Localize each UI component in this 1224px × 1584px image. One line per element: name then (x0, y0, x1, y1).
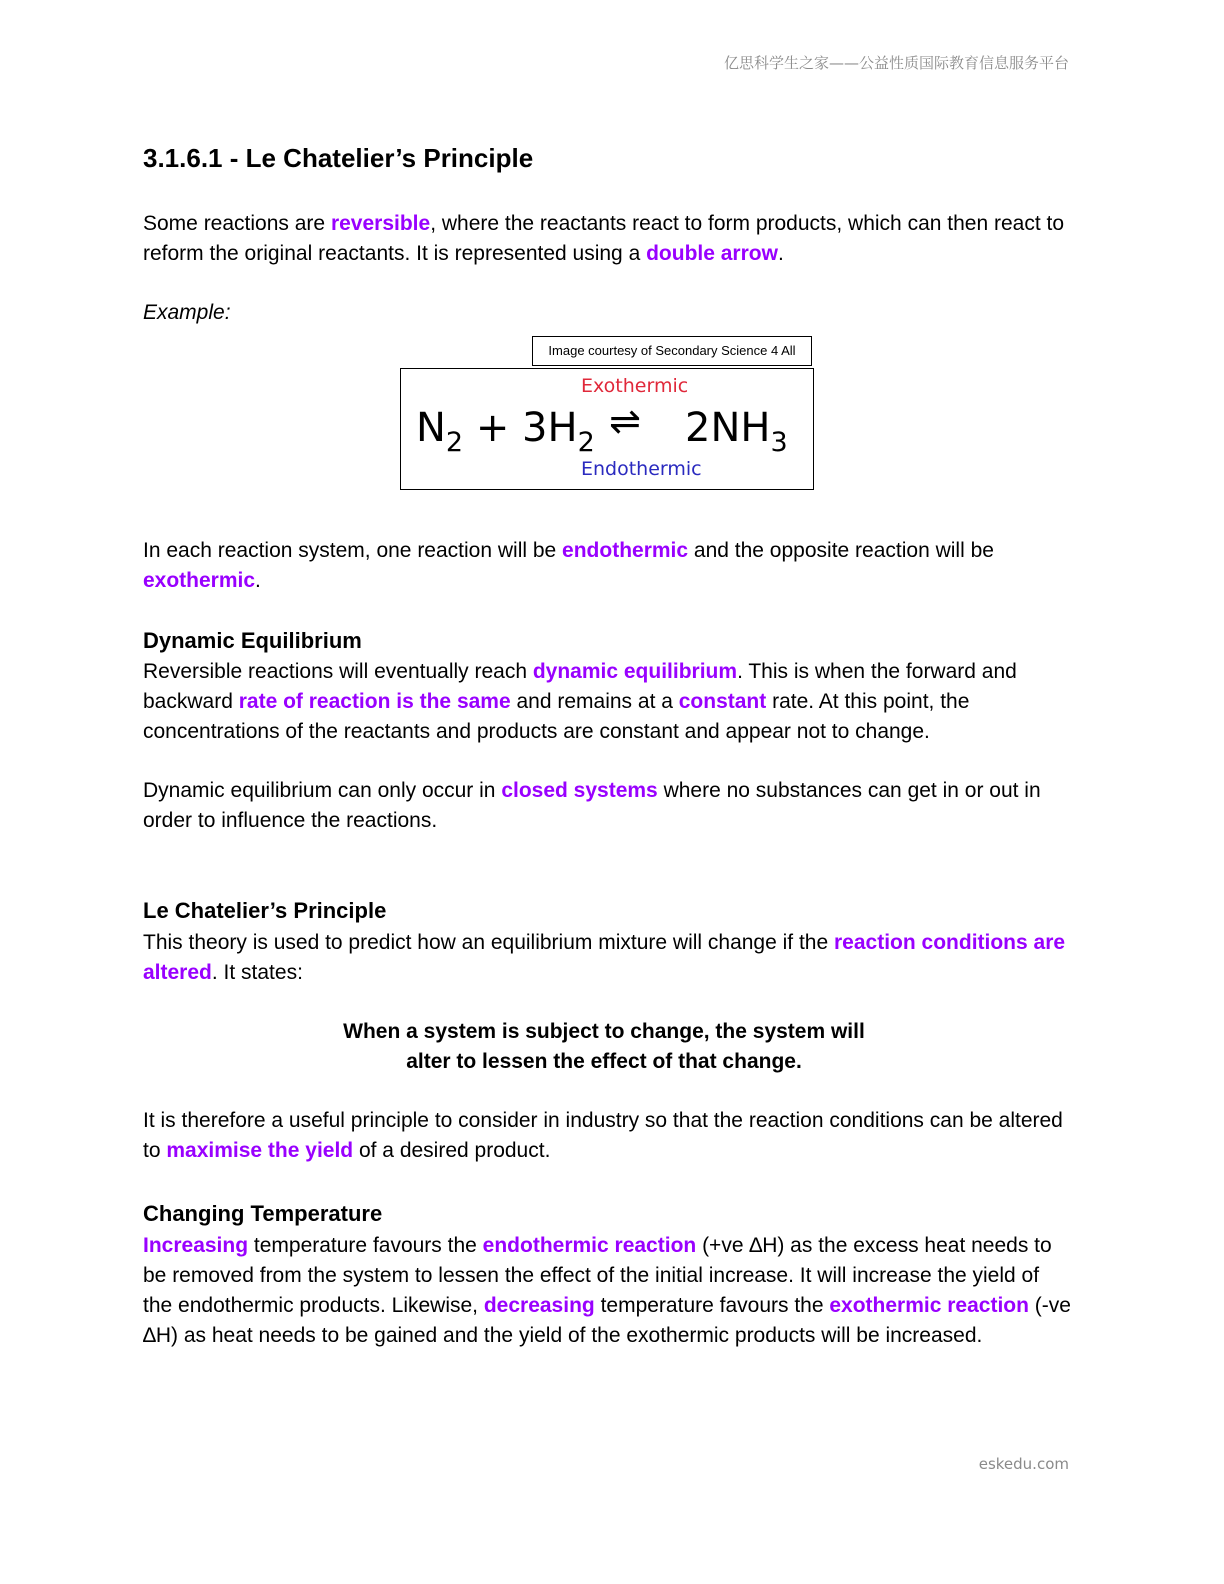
intro-text: , where the reactants react to form products, which can then react to reform the original reactants. It is represented using a (143, 212, 1065, 265)
highlight-maximise-yield: maximise the yield (166, 1139, 354, 1162)
dynamic-equilibrium-heading: Dynamic Equilibrium (143, 628, 362, 653)
equilibrium-arrow-icon: ⇌ (609, 399, 641, 443)
highlight-closed-systems: closed systems (501, 779, 658, 802)
highlight-endothermic-reaction: endothermic reaction (482, 1234, 697, 1257)
equation-reactants: $N_2 + 3H_2$ (416, 405, 595, 458)
dynamic-paragraph-1: Reversible reactions will eventually reach dynamic equilibrium. This is when the forward and backward rate of reaction is the same and remains at a constant rate. At this point, the concentrations of the reactants and products are constant and appear not to change. (143, 660, 1017, 743)
highlight-exothermic-reaction: exothermic reaction (829, 1294, 1029, 1317)
image-credit: Image courtesy of Secondary Science 4 All (532, 336, 812, 366)
dynamic-paragraph-2: Dynamic equilibrium can only occur in closed systems where no substances can get in or out in order to influence the reactions. (143, 779, 1041, 832)
endothermic-label: Endothermic (581, 458, 702, 480)
exothermic-label: Exothermic (581, 375, 689, 397)
industry-paragraph: It is therefore a useful principle to consider in industry so that the reaction conditions can be altered to maximise the yield of a desired product. (143, 1109, 1063, 1162)
principle-statement: When a system is subject to change, the system will alter to lessen the effect of that change. (343, 1020, 865, 1073)
highlight-increasing: Increasing (143, 1234, 249, 1257)
highlight-dynamic-equilibrium: dynamic equilibrium (532, 660, 738, 683)
equation-figure (400, 368, 814, 490)
intro-text: . (777, 242, 784, 265)
highlight-constant: constant (678, 690, 767, 713)
example-label: Example: (143, 301, 231, 324)
intro-paragraph (143, 209, 1073, 269)
highlight-reaction-conditions: reaction conditions are altered (143, 931, 1066, 984)
highlight-decreasing: decreasing (483, 1294, 595, 1317)
le-chatelier-heading: Le Chatelier’s Principle (143, 898, 387, 923)
page-title: 3.1.6.1 - Le Chatelier’s Principle (143, 143, 534, 173)
temperature-paragraph: Increasing temperature favours the endothermic reaction (+ve ∆H) as the excess heat needs to be removed from the system to lessen the effect of the initial increase. It will increase the yield of the endothermic products. Likewise, decreasing temperature favours the exothermic reaction (-ve ∆H) as heat needs to be gained and the yield of the exothermic products will be increased. (143, 1234, 1071, 1347)
highlight-endothermic: endothermic (562, 539, 689, 562)
highlight-double-arrow: double arrow (646, 242, 778, 265)
page-footer: eskedu.com (978, 1455, 1069, 1473)
intro-text: Some reactions are (143, 212, 331, 235)
le-chatelier-paragraph: This theory is used to predict how an equilibrium mixture will change if the reaction conditions are altered. It states: (143, 931, 1066, 984)
highlight-reversible: reversible (330, 212, 431, 235)
system-paragraph: In each reaction system, one reaction will be endothermic and the opposite reaction will be exothermic. (143, 539, 994, 592)
highlight-rate-same: rate of reaction is the same (238, 690, 511, 713)
changing-temperature-heading: Changing Temperature (143, 1201, 383, 1226)
equation-products: $2NH_3$ (685, 405, 788, 458)
page-header: 亿思科学生之家——公益性质国际教育信息服务平台 (723, 54, 1069, 72)
highlight-exothermic: exothermic (143, 569, 256, 592)
